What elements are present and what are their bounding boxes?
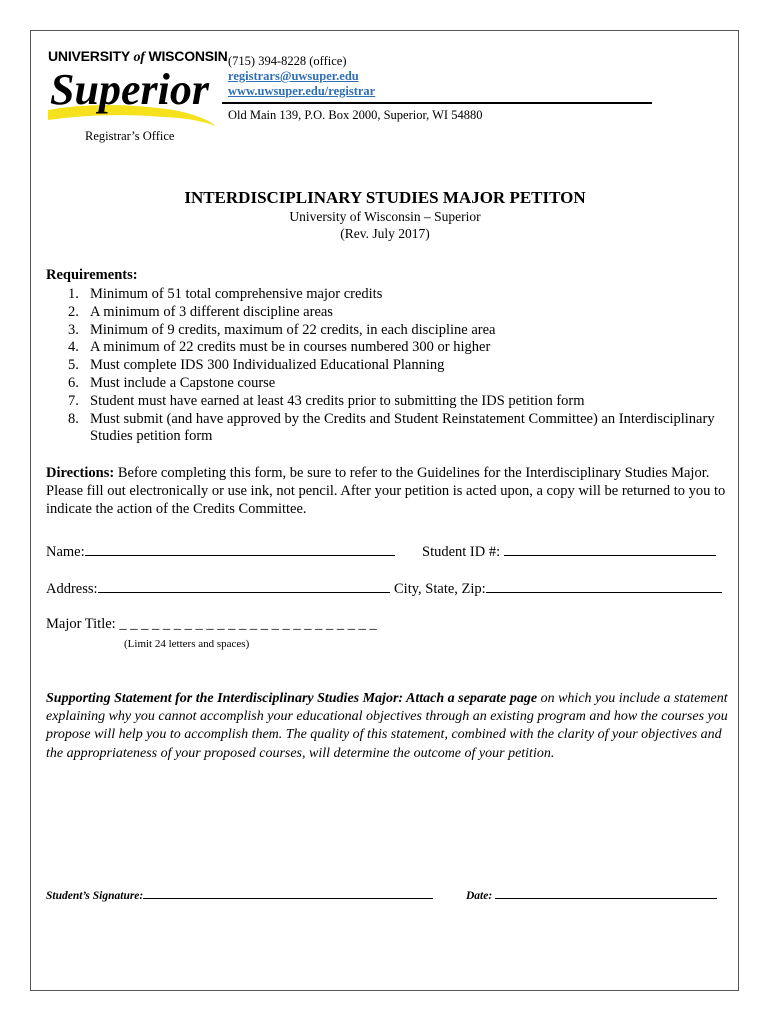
- form-subtitle: University of Wisconsin – Superior: [289, 209, 481, 224]
- address-field[interactable]: Address:: [46, 578, 390, 598]
- email-link[interactable]: registrars@uwsuper.edu: [228, 69, 359, 83]
- supporting-statement: Supporting Statement for the Interdisciplinary Studies Major: Attach a separate page on which you include a statement explaining why you cannot accomplish your educational objectives through an existing program and how the courses you propose will help you to accomplish them. The quality of this statement, combined with the clarity of your objectives and the appropriateness of your proposed courses, will determine the outcome of your petition.: [46, 691, 728, 761]
- list-item: 3. Minimum of 9 credits, maximum of 22 credits, in each discipline area: [68, 321, 496, 338]
- office-address: Old Main 139, P.O. Box 2000, Superior, WI 54880: [228, 108, 483, 122]
- svg-text:Superior: Superior: [50, 65, 209, 114]
- form-revision: (Rev. July 2017): [340, 226, 430, 241]
- major-title-field[interactable]: Major Title: _ _ _ _ _ _ _ _ _ _ _ _ _ _ _ _ _ _ _ _ _ _ _ _: [46, 616, 377, 632]
- list-item: 6. Must include a Capstone course: [68, 374, 276, 391]
- form-title: INTERDISCIPLINARY STUDIES MAJOR PETITON: [184, 188, 586, 207]
- requirements-heading: Requirements:: [46, 267, 138, 283]
- date-field[interactable]: Date:: [466, 887, 717, 902]
- list-item: 7. Student must have earned at least 43 credits prior to submitting the IDS petition form: [68, 392, 585, 409]
- logo-university-text: UNIVERSITY of WISCONSIN: [48, 48, 228, 65]
- phone-number: (715) 394-8228 (office): [228, 54, 347, 68]
- list-item: 8. Must submit (and have approved by the Credits and Student Reinstatement Committee) an Interdisciplinary Studies petition form: [68, 410, 715, 445]
- major-title-limit-note: (Limit 24 letters and spaces): [124, 638, 250, 650]
- signature-field[interactable]: Student’s Signature:: [46, 887, 433, 902]
- name-field[interactable]: Name:: [46, 541, 395, 561]
- superior-logo: [44, 60, 222, 128]
- city-state-zip-field[interactable]: City, State, Zip:: [394, 578, 722, 598]
- requirements-list: [46, 286, 730, 446]
- directions-paragraph: Directions: Before completing this form, be sure to refer to the Guidelines for the Interdisciplinary Studies Major. Please fill out electronically or use ink, not pencil. After your petition is acted upon, a copy will be returned to you to indicate the action of the Credits Committee.: [46, 465, 726, 517]
- header-divider: [222, 102, 652, 104]
- student-id-field[interactable]: Student ID #:: [422, 541, 716, 561]
- list-item: 2. A minimum of 3 different discipline areas: [68, 303, 333, 320]
- list-item: 1. Minimum of 51 total comprehensive major credits: [68, 286, 383, 302]
- registrar-office-label: Registrar’s Office: [85, 129, 175, 143]
- list-item: 5. Must complete IDS 300 Individualized Educational Planning: [68, 357, 445, 374]
- list-item: 4. A minimum of 22 credits must be in courses numbered 300 or higher: [68, 339, 491, 356]
- website-link[interactable]: www.uwsuper.edu/registrar: [228, 84, 376, 98]
